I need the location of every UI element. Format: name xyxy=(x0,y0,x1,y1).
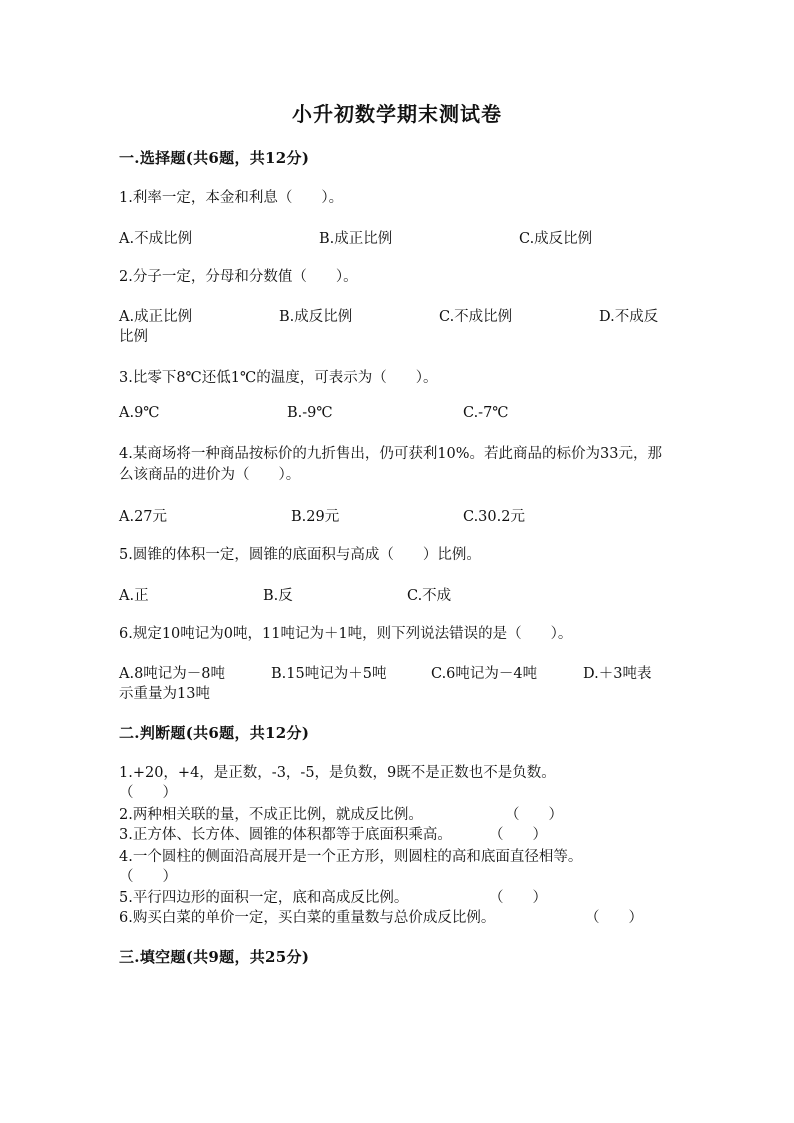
question-4-option-b: B.29元 xyxy=(291,509,340,525)
judgement-4-text: 4.一个圆柱的侧面沿高展开是一个正方形，则圆柱的高和底面直径相等。 xyxy=(119,849,583,865)
question-2-stem: 2.分子一定，分母和分数值（ ）。 xyxy=(119,269,358,285)
judgement-3-answer-blank: （ ） xyxy=(489,827,547,843)
question-5-option-b: B.反 xyxy=(263,588,293,604)
judgement-6-text: 6.购买白菜的单价一定，买白菜的重量数与总价成反比例。 xyxy=(119,910,496,926)
question-2-option-d-wrap: 比例 xyxy=(119,329,148,345)
question-2-option-b: B.成反比例 xyxy=(279,309,353,325)
question-6-option-c: C.6吨记为－4吨 xyxy=(431,666,538,682)
judgement-1-answer-blank: （ ） xyxy=(119,785,177,801)
question-5-option-a: A.正 xyxy=(119,588,149,604)
question-1-option-c: C.成反比例 xyxy=(519,231,593,247)
question-3-option-a: A.9℃ xyxy=(119,405,160,421)
question-4-option-a: A.27元 xyxy=(119,509,168,525)
judgement-1-text: 1.+20，+4，是正数，-3，-5，是负数，9既不是正数也不是负数。 xyxy=(119,765,556,781)
question-3-option-b: B.-9℃ xyxy=(287,405,333,421)
section-heading-judgement: 二.判断题(共6题，共12分) xyxy=(119,724,310,742)
question-4-option-c: C.30.2元 xyxy=(463,509,525,525)
question-6-stem: 6.规定10吨记为0吨，11吨记为＋1吨，则下列说法错误的是（ ）。 xyxy=(119,626,573,642)
question-1-option-b: B.成正比例 xyxy=(319,231,393,247)
question-5-stem: 5.圆锥的体积一定，圆锥的底面积与高成（ ）比例。 xyxy=(119,547,481,563)
question-2-option-d: D.不成反 xyxy=(599,309,659,325)
judgement-3-text: 3.正方体、长方体、圆锥的体积都等于底面积乘高。 xyxy=(119,827,452,843)
question-1-option-a: A.不成比例 xyxy=(119,231,193,247)
question-3-option-c: C.-7℃ xyxy=(463,405,509,421)
question-6-option-b: B.15吨记为＋5吨 xyxy=(271,666,387,682)
judgement-2-text: 2.两种相关联的量，不成正比例，就成反比例。 xyxy=(119,807,423,823)
question-2-option-a: A.成正比例 xyxy=(119,309,193,325)
section-heading-choice: 一.选择题(共6题，共12分) xyxy=(119,149,310,167)
judgement-2-answer-blank: （ ） xyxy=(505,807,563,823)
judgement-6-answer-blank: （ ） xyxy=(585,910,643,926)
section-heading-fill-in: 三.填空题(共9题，共25分) xyxy=(119,948,310,966)
question-6-option-a: A.8吨记为－8吨 xyxy=(119,666,226,682)
question-5-option-c: C.不成 xyxy=(407,588,452,604)
question-3-stem: 3.比零下8℃还低1℃的温度，可表示为（ ）。 xyxy=(119,370,438,386)
question-1-stem: 1.利率一定，本金和利息（ ）。 xyxy=(119,190,344,206)
exam-title: 小升初数学期末测试卷 xyxy=(292,102,502,126)
question-4-stem: 4.某商场将一种商品按标价的九折售出，仍可获利10%。若此商品的标价为33元，那么该商品的进价为（ ）。 xyxy=(119,446,663,483)
judgement-5-text: 5.平行四边形的面积一定，底和高成反比例。 xyxy=(119,890,409,906)
question-2-option-c: C.不成比例 xyxy=(439,309,513,325)
question-6-option-d: D.＋3吨表 xyxy=(583,666,652,682)
judgement-4-answer-blank: （ ） xyxy=(119,869,177,885)
question-6-option-d-wrap: 示重量为13吨 xyxy=(119,686,210,702)
judgement-5-answer-blank: （ ） xyxy=(489,890,547,906)
